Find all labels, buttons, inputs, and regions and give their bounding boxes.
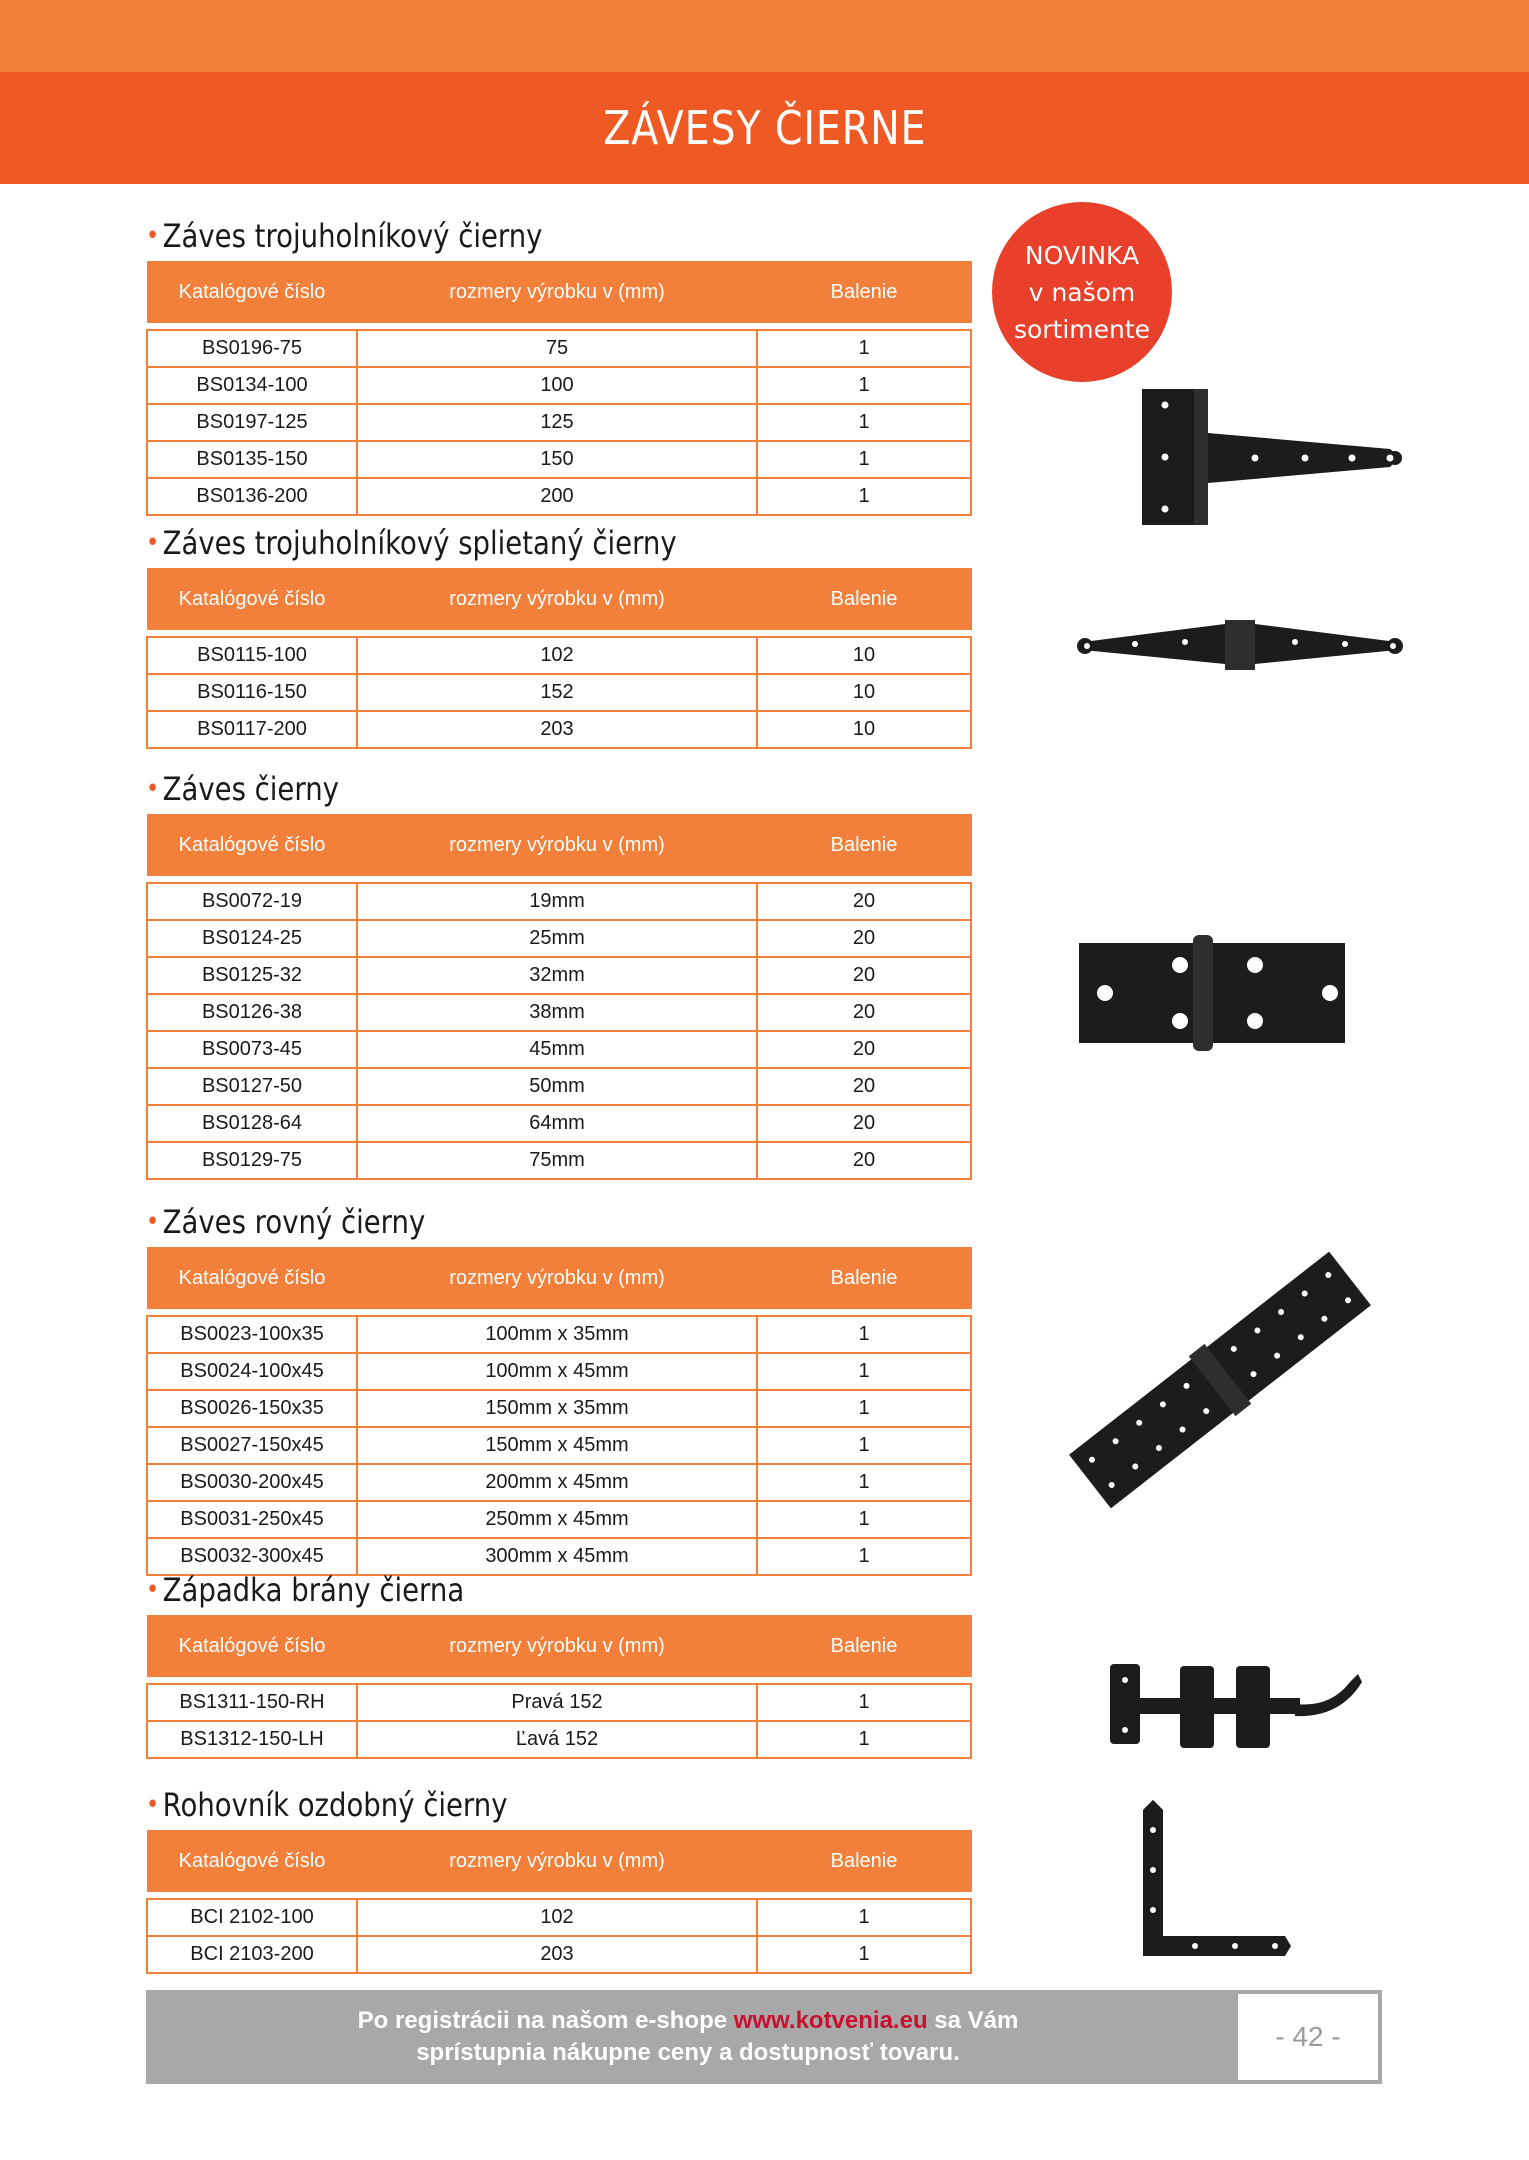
bullet-icon: •: [146, 1790, 160, 1820]
section-title: [146, 764, 855, 814]
section-title-text: Záves rovný čierny: [162, 1203, 426, 1241]
section-title-text: Záves trojuholníkový splietaný čierny: [162, 524, 677, 562]
header-size: rozmery výrobku v (mm): [357, 1831, 757, 1892]
cell-pack: 1: [757, 404, 971, 441]
table-header-row: [147, 1616, 971, 1677]
table-row: [147, 1721, 971, 1758]
cell-pack: 20: [757, 1142, 971, 1179]
cell-size: 150mm x 45mm: [357, 1427, 757, 1464]
section-title-text: Rohovník ozdobný čierny: [162, 1786, 508, 1824]
cell-catalog-number: BCI 2102-100: [147, 1899, 357, 1936]
cell-catalog-number: BS0134-100: [147, 367, 357, 404]
cell-size: 38mm: [357, 994, 757, 1031]
cell-catalog-number: BS0116-150: [147, 674, 357, 711]
cell-pack: 1: [757, 1390, 971, 1427]
section-title-text: Záves čierny: [162, 770, 339, 808]
cell-size: 300mm x 45mm: [357, 1538, 757, 1575]
cell-size: 75mm: [357, 1142, 757, 1179]
cell-size: 102: [357, 1899, 757, 1936]
cell-catalog-number: BS0031-250x45: [147, 1501, 357, 1538]
product-table: [146, 1247, 972, 1576]
table-row: [147, 1390, 971, 1427]
cell-size: 32mm: [357, 957, 757, 994]
cell-size: 100mm x 35mm: [357, 1316, 757, 1353]
section-title: [146, 518, 855, 568]
top-band: [0, 0, 1529, 72]
table-row: [147, 957, 971, 994]
cell-catalog-number: BS0117-200: [147, 711, 357, 748]
cell-pack: 20: [757, 1031, 971, 1068]
section-corner-brace: [146, 1780, 970, 1974]
cell-pack: 1: [757, 1684, 971, 1721]
header-catalog: Katalógové číslo: [147, 569, 357, 630]
cell-catalog-number: BS0126-38: [147, 994, 357, 1031]
gate-latch-image: [1100, 1660, 1370, 1760]
cell-pack: 1: [757, 1721, 971, 1758]
table-header-row: [147, 815, 971, 876]
footer-text-before: Po registrácii na našom e-shope: [357, 2007, 728, 2034]
cell-pack: 1: [757, 1936, 971, 1973]
table-row: [147, 330, 971, 367]
table-header-row: [147, 1248, 971, 1309]
section-title: [146, 211, 855, 261]
t-hinge-image: [1090, 385, 1410, 535]
cell-pack: 1: [757, 1427, 971, 1464]
product-table: [146, 1830, 972, 1974]
section-t-hinge-braided: [146, 518, 970, 749]
cell-catalog-number: BS0032-300x45: [147, 1538, 357, 1575]
cell-catalog-number: BS0023-100x35: [147, 1316, 357, 1353]
product-table: [146, 568, 972, 749]
footer-bar: [146, 1990, 1382, 2084]
cell-size: 150: [357, 441, 757, 478]
bullet-icon: •: [146, 528, 160, 558]
page-title: ZÁVESY ČIERNE: [602, 101, 927, 155]
section-t-hinge: [146, 211, 970, 516]
table-row: [147, 1427, 971, 1464]
cell-size: 19mm: [357, 883, 757, 920]
cell-catalog-number: BS0125-32: [147, 957, 357, 994]
cell-catalog-number: BS0136-200: [147, 478, 357, 515]
cell-catalog-number: BS0027-150x45: [147, 1427, 357, 1464]
header-catalog: Katalógové číslo: [147, 1616, 357, 1677]
cell-size: Ľavá 152: [357, 1721, 757, 1758]
header-size: rozmery výrobku v (mm): [357, 815, 757, 876]
product-table: [146, 261, 972, 516]
table-row: [147, 674, 971, 711]
cell-pack: 20: [757, 920, 971, 957]
header-pack: Balenie: [757, 569, 971, 630]
cell-catalog-number: BCI 2103-200: [147, 1936, 357, 1973]
new-product-badge: [992, 202, 1172, 382]
footer-text-after: sa Vám: [934, 2007, 1019, 2034]
cell-size: 75: [357, 330, 757, 367]
footer-line-1: [358, 2005, 1019, 2037]
section-title-text: Západka brány čierna: [162, 1571, 465, 1609]
badge-line: sortimente: [1013, 314, 1151, 344]
cell-size: 64mm: [357, 1105, 757, 1142]
strap-hinge-image: [1050, 1245, 1390, 1515]
cell-catalog-number: BS0127-50: [147, 1068, 357, 1105]
cell-pack: 20: [757, 1068, 971, 1105]
cell-size: 45mm: [357, 1031, 757, 1068]
product-table: [146, 1615, 972, 1759]
cell-size: 100mm x 45mm: [357, 1353, 757, 1390]
table-row: [147, 1501, 971, 1538]
cell-size: 150mm x 35mm: [357, 1390, 757, 1427]
cell-size: Pravá 152: [357, 1684, 757, 1721]
cell-pack: 1: [757, 441, 971, 478]
table-row: [147, 1142, 971, 1179]
table-row: [147, 637, 971, 674]
table-row: [147, 1684, 971, 1721]
cell-catalog-number: BS1312-150-LH: [147, 1721, 357, 1758]
header-catalog: Katalógové číslo: [147, 815, 357, 876]
page-number: - 42 -: [1238, 1994, 1378, 2080]
table-row: [147, 1068, 971, 1105]
table-header-row: [147, 569, 971, 630]
bullet-icon: •: [146, 221, 160, 251]
cell-size: 25mm: [357, 920, 757, 957]
table-row: [147, 994, 971, 1031]
cell-size: 250mm x 45mm: [357, 1501, 757, 1538]
section-gate-latch: [146, 1565, 970, 1759]
cell-size: 203: [357, 1936, 757, 1973]
cell-pack: 1: [757, 1501, 971, 1538]
table-row: [147, 883, 971, 920]
table-row: [147, 1353, 971, 1390]
badge-line: v našom: [1028, 277, 1136, 307]
header-size: rozmery výrobku v (mm): [357, 1616, 757, 1677]
hinge-image: [1075, 933, 1355, 1053]
table-row: [147, 1105, 971, 1142]
table-header-row: [147, 262, 971, 323]
header-pack: Balenie: [757, 1616, 971, 1677]
cell-catalog-number: BS0196-75: [147, 330, 357, 367]
cell-catalog-number: BS0073-45: [147, 1031, 357, 1068]
cell-pack: 1: [757, 1899, 971, 1936]
cell-pack: 10: [757, 637, 971, 674]
bullet-icon: •: [146, 1207, 160, 1237]
cell-catalog-number: BS0115-100: [147, 637, 357, 674]
footer-text: [146, 1990, 1230, 2084]
table-row: [147, 1316, 971, 1353]
cell-pack: 1: [757, 1538, 971, 1575]
footer-line-2: sprístupnia nákupne ceny a dostupnosť tovaru.: [416, 2039, 960, 2066]
cell-pack: 1: [757, 1353, 971, 1390]
header-catalog: Katalógové číslo: [147, 1831, 357, 1892]
cell-catalog-number: BS0024-100x45: [147, 1353, 357, 1390]
cell-size: 203: [357, 711, 757, 748]
cell-pack: 1: [757, 1464, 971, 1501]
section-title: [146, 1197, 855, 1247]
cell-catalog-number: BS0124-25: [147, 920, 357, 957]
header-catalog: Katalógové číslo: [147, 262, 357, 323]
section-title: [146, 1780, 855, 1830]
cell-size: 200: [357, 478, 757, 515]
header-size: rozmery výrobku v (mm): [357, 1248, 757, 1309]
table-row: [147, 404, 971, 441]
header-pack: Balenie: [757, 262, 971, 323]
product-table: [146, 814, 972, 1180]
cell-pack: 20: [757, 1105, 971, 1142]
header-size: rozmery výrobku v (mm): [357, 262, 757, 323]
bullet-icon: •: [146, 1575, 160, 1605]
header-catalog: Katalógové číslo: [147, 1248, 357, 1309]
cell-size: 102: [357, 637, 757, 674]
table-header-row: [147, 1831, 971, 1892]
cell-catalog-number: BS0197-125: [147, 404, 357, 441]
section-strap-hinge: [146, 1197, 970, 1576]
header-pack: Balenie: [757, 815, 971, 876]
section-title: [146, 1565, 855, 1615]
cell-pack: 10: [757, 674, 971, 711]
cell-catalog-number: BS0026-150x35: [147, 1390, 357, 1427]
header-size: rozmery výrobku v (mm): [357, 569, 757, 630]
website-link[interactable]: www.kotvenia.eu: [733, 2007, 928, 2034]
cell-catalog-number: BS0135-150: [147, 441, 357, 478]
table-row: [147, 920, 971, 957]
cell-catalog-number: BS0129-75: [147, 1142, 357, 1179]
header-pack: Balenie: [757, 1831, 971, 1892]
cell-pack: 1: [757, 1316, 971, 1353]
cell-size: 50mm: [357, 1068, 757, 1105]
title-band: [0, 72, 1529, 184]
badge-line: NOVINKA: [1024, 240, 1140, 270]
header-pack: Balenie: [757, 1248, 971, 1309]
table-row: [147, 367, 971, 404]
table-row: [147, 1899, 971, 1936]
table-row: [147, 1031, 971, 1068]
braided-t-hinge-image: [1075, 618, 1405, 672]
corner-brace-image: [1125, 1800, 1295, 1960]
cell-catalog-number: BS1311-150-RH: [147, 1684, 357, 1721]
table-row: [147, 711, 971, 748]
cell-size: 200mm x 45mm: [357, 1464, 757, 1501]
cell-pack: 1: [757, 330, 971, 367]
section-title-text: Záves trojuholníkový čierny: [162, 217, 543, 255]
table-row: [147, 441, 971, 478]
section-hinge: [146, 764, 970, 1180]
bullet-icon: •: [146, 774, 160, 804]
cell-size: 152: [357, 674, 757, 711]
cell-pack: 1: [757, 367, 971, 404]
table-row: [147, 478, 971, 515]
cell-catalog-number: BS0030-200x45: [147, 1464, 357, 1501]
table-row: [147, 1464, 971, 1501]
cell-pack: 20: [757, 994, 971, 1031]
cell-pack: 20: [757, 883, 971, 920]
cell-size: 100: [357, 367, 757, 404]
cell-pack: 10: [757, 711, 971, 748]
cell-pack: 20: [757, 957, 971, 994]
cell-pack: 1: [757, 478, 971, 515]
cell-catalog-number: BS0072-19: [147, 883, 357, 920]
table-row: [147, 1936, 971, 1973]
cell-size: 125: [357, 404, 757, 441]
cell-catalog-number: BS0128-64: [147, 1105, 357, 1142]
